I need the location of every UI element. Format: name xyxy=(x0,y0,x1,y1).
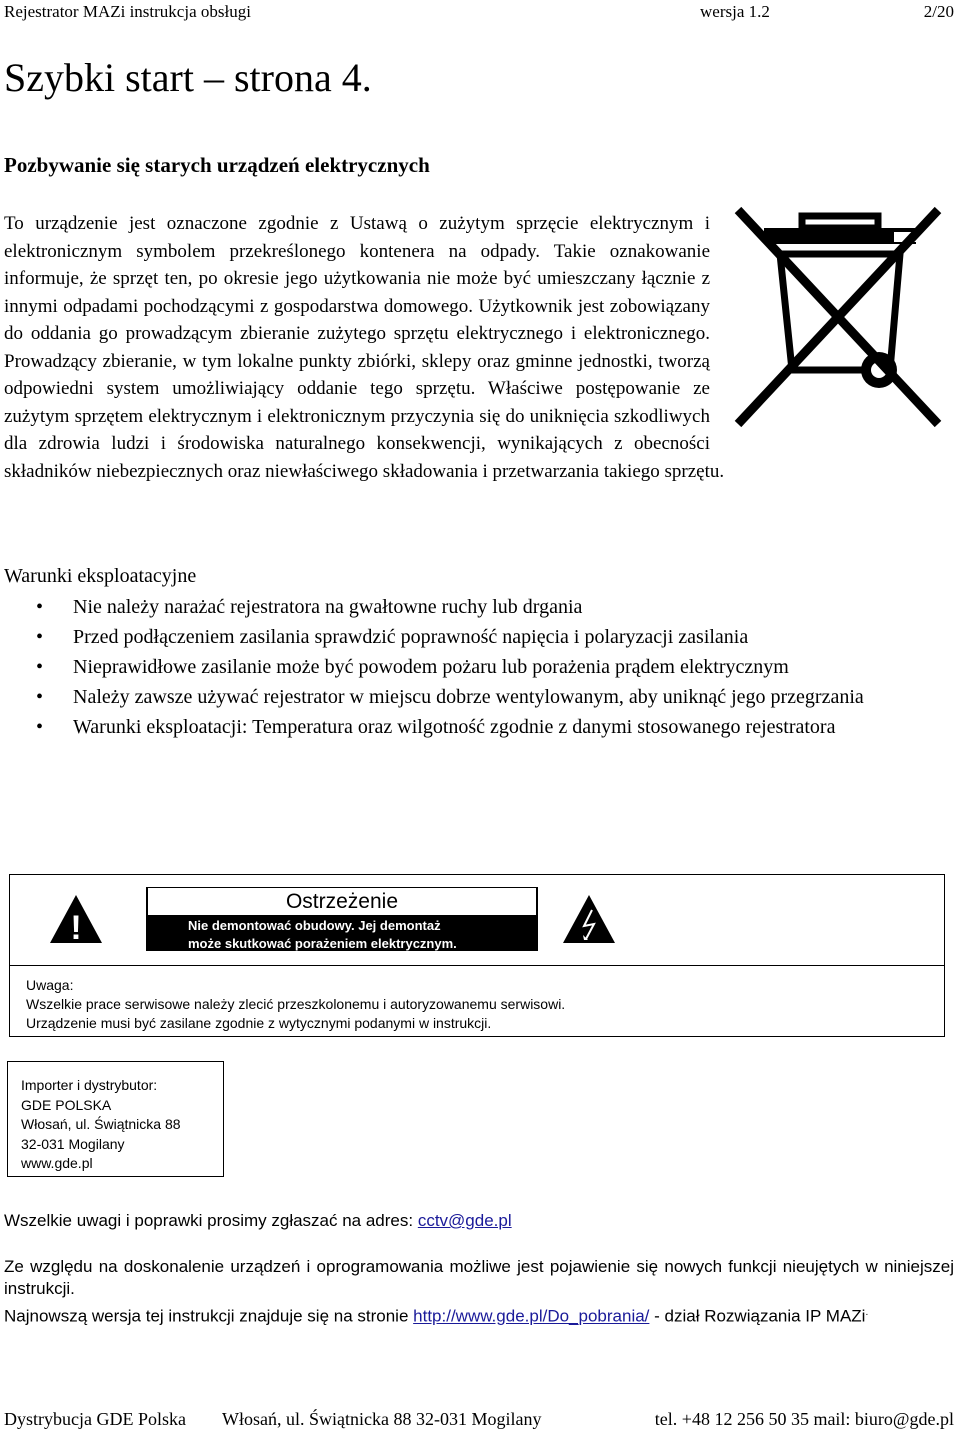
feedback-text: Wszelkie uwagi i poprawki prosimy zgłaszać na adres: xyxy=(4,1211,418,1230)
feedback-email-link[interactable]: cctv@gde.pl xyxy=(417,1211,512,1230)
list-item xyxy=(4,653,954,681)
list-item xyxy=(4,623,954,651)
warning-message-line-1: Nie demontować obudowy. Jej demontaż xyxy=(188,918,441,933)
warning-triangle-icon xyxy=(48,893,104,945)
warning-message-line-2: może skutkować porażeniem elektrycznym. xyxy=(188,936,457,951)
list-item-text: Nieprawidłowe zasilanie może być powodem pożaru lub porażenia prądem elektrycznym xyxy=(73,656,789,678)
latest-version-text: Najnowszą wersja tej instrukcji znajduje się na stronie xyxy=(4,1306,414,1326)
list-item-text: Przed podłączeniem zasilania sprawdzić poprawność napięcia i polaryzacji zasilania xyxy=(73,626,749,648)
page-title: Szybki start – strona 4. xyxy=(4,55,372,100)
disposal-heading: Pozbywanie się starych urządzeń elektrycznych xyxy=(4,153,430,177)
feedback-line xyxy=(4,1210,954,1232)
crossed-out-wheelie-bin-icon xyxy=(724,202,956,434)
conditions-heading: Warunki eksploatacyjne xyxy=(4,565,197,587)
warning-exclamation: ! xyxy=(70,909,82,945)
conditions-list xyxy=(4,593,954,743)
footer-company: Dystrybucja GDE Polska xyxy=(4,1409,186,1429)
bullet-icon: • xyxy=(36,596,44,618)
note-line-1: Wszelkie prace serwisowe należy zlecić przeszkolonemu i autoryzowanemu serwisowi. xyxy=(26,996,566,1012)
page-footer xyxy=(4,1409,954,1433)
bullet-icon: • xyxy=(36,626,44,648)
disposal-text: To urządzenie jest oznaczone zgodnie z Ustawą o zużytym sprzęcie elektrycznym i elektronicznym symbolem przekreślonego kontenera na odpady. Takie oznakowanie informuje, że sprzęt ten, po okresie jego użytkowania nie może być umieszczany łącznie z innymi odpadami pochodzącymi z gospodarstwa domowego. Użytkownik jest zobowiązany do oddania go prowadzącym zbieranie zużytego sprzętu elektrycznego i elektronicznego. Prowadzący zbieranie, w tym lokalne punkty zbiórki, sklepy oraz gminne jednostki, tworzą odpowiedni system umożliwiający oddanie tego sprzętu. Właściwe postępowanie ze zużytym sprzętem elektrycznym i elektronicznym przyczynia się do uniknięcia szkodliwych dla zdrowia ludzi i środowiska naturalnego konsekwencji, wynikających z obecności składników niebezpiecznych oraz niewłaściwego składowania i przetwarzania takiego sprzętu. xyxy=(4,213,725,482)
list-item-text: Warunki eksploatacji: Temperatura oraz wilgotność zgodnie z danymi stosowanego rejestratora xyxy=(73,716,836,738)
warning-box xyxy=(9,874,945,966)
download-page-link[interactable]: http://www.gde.pl/Do_pobrania/ xyxy=(413,1306,650,1326)
list-item xyxy=(4,593,954,621)
list-item xyxy=(4,713,954,741)
importer-box xyxy=(7,1061,224,1177)
warning-title: Ostrzeżenie xyxy=(148,888,536,915)
latest-version-section: - dział Rozwiązania IP MAZi xyxy=(649,1306,866,1326)
warning-panel xyxy=(146,887,538,951)
header-doc-title: Rejestrator MAZi instrukcja obsługi xyxy=(4,2,251,21)
importer-web: www.gde.pl xyxy=(21,1155,93,1171)
importer-postcode: 32-031 Mogilany xyxy=(21,1135,125,1152)
list-item xyxy=(4,683,954,711)
footer-address: Włosań, ul. Świątnicka 88 32-031 Mogilany xyxy=(222,1409,542,1429)
importer-company: GDE POLSKA xyxy=(21,1096,112,1113)
warning-message xyxy=(188,917,457,953)
trailing-mark: . xyxy=(865,1307,869,1318)
service-note-box xyxy=(9,966,945,1037)
disposal-section xyxy=(4,210,954,485)
note-line-2: Urządzenie musi być zasilane zgodnie z wytycznymi podanymi w instrukcji. xyxy=(26,1015,492,1031)
bullet-icon: • xyxy=(36,656,44,678)
header-version: wersja 1.2 xyxy=(700,2,770,21)
page-header xyxy=(4,2,954,24)
electric-shock-triangle-icon xyxy=(561,893,617,945)
latest-version-line xyxy=(4,1300,954,1329)
bullet-icon: • xyxy=(36,686,44,708)
updates-text: Ze względu na doskonalenie urządzeń i oprogramowania możliwe jest pojawienie się nowych funkcji nieujętych w niniejszej instrukcji. xyxy=(4,1257,954,1298)
header-page-number: 2/20 xyxy=(923,2,954,21)
note-label: Uwaga: xyxy=(26,977,74,993)
importer-label: Importer i dystrybutor: xyxy=(21,1077,158,1093)
importer-address: Włosań, ul. Świątnicka 88 xyxy=(21,1116,181,1132)
footer-contact: tel. +48 12 256 50 35 mail: biuro@gde.pl xyxy=(654,1409,954,1429)
list-item-text: Nie należy narażać rejestratora na gwałtowne ruchy lub drgania xyxy=(73,596,583,618)
bullet-icon: • xyxy=(36,716,44,738)
list-item-text: Należy zawsze używać rejestrator w miejscu dobrze wentylowanym, aby uniknąć jego przegrzania xyxy=(73,686,864,708)
